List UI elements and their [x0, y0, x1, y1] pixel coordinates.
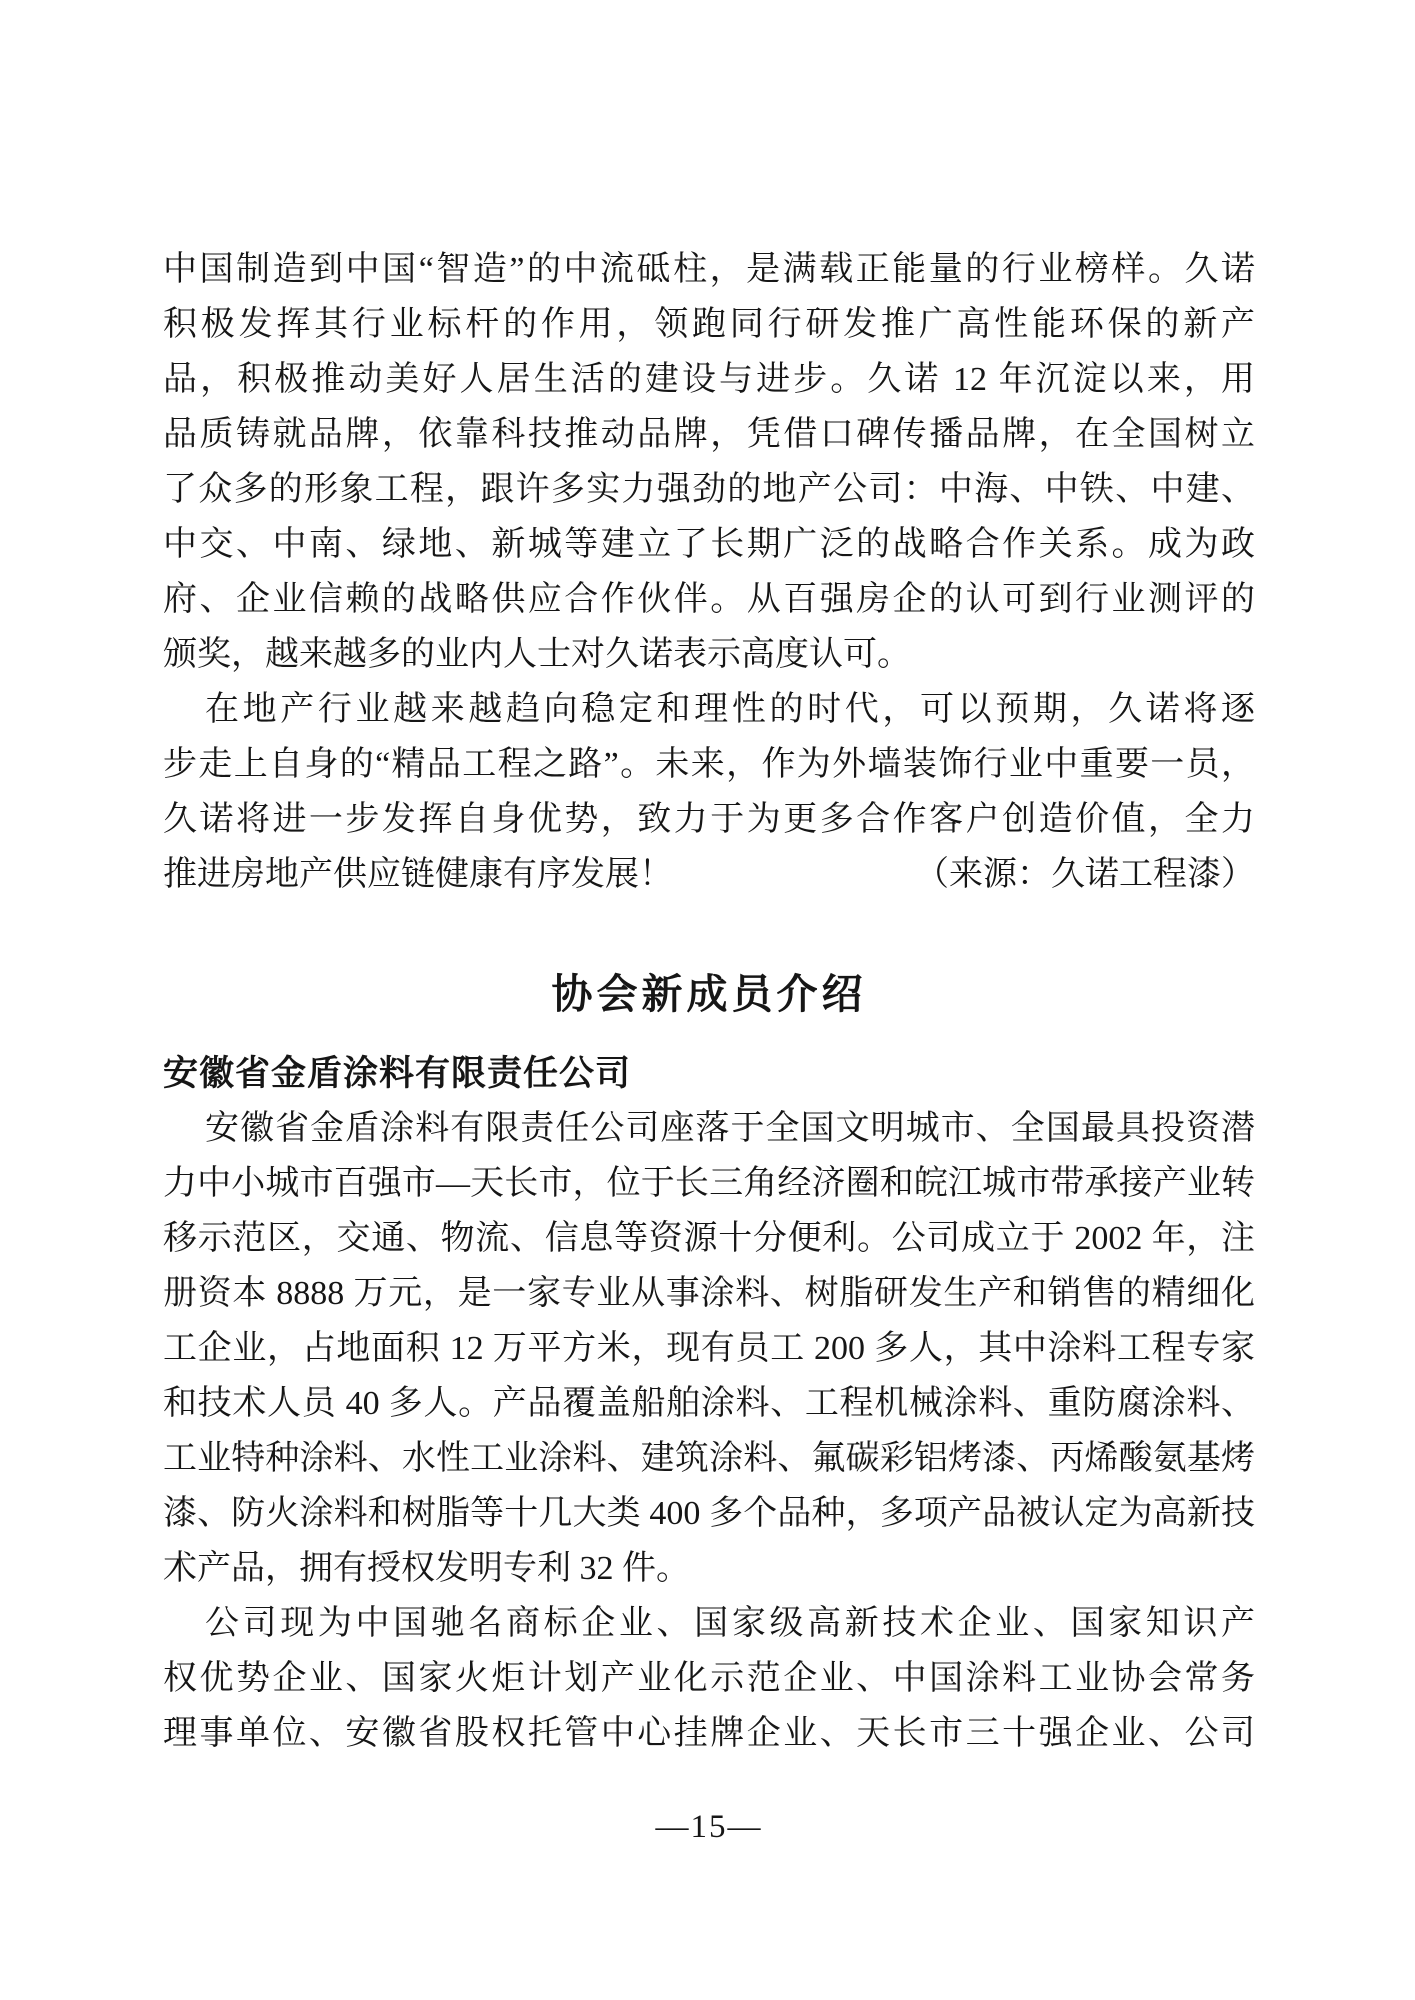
- text-line: 颁奖，越来越多的业内人士对久诺表示高度认可。: [163, 636, 911, 673]
- text-line: 积极发挥其行业标杆的作用，领跑同行研发推广高性能环保的新产: [163, 306, 1255, 343]
- text-line: 工企业，占地面积 12 万平方米，现有员工 200 多人，其中涂料工程专家: [163, 1330, 1255, 1367]
- text-line: 品，积极推动美好人居生活的建设与进步。久诺 12 年沉淀以来，用: [163, 361, 1255, 398]
- text-line: 安徽省金盾涂料有限责任公司座落于全国文明城市、全国最具投资潜: [205, 1110, 1255, 1147]
- text-line: 步走上自身的“精品工程之路”。未来，作为外墙装饰行业中重要一员，: [163, 746, 1255, 783]
- text-line: 中交、中南、绿地、新城等建立了长期广泛的战略合作关系。成为政: [163, 526, 1255, 563]
- paragraph-continuation: [163, 242, 1255, 682]
- paragraph-company-honors: [163, 1596, 1255, 1761]
- text-line: 漆、防火涂料和树脂等十几大类 400 多个品种，多项产品被认定为高新技: [163, 1495, 1255, 1532]
- text-line: 公司现为中国驰名商标企业、国家级高新技术企业、国家知识产: [205, 1605, 1255, 1642]
- text-line: 理事单位、安徽省股权托管中心挂牌企业、天长市三十强企业、公司: [163, 1715, 1255, 1752]
- text-line: 了众多的形象工程，跟许多实力强劲的地产公司：中海、中铁、中建、: [163, 471, 1255, 508]
- page-number: —15—: [655, 1809, 763, 1845]
- text-line-with-source: [163, 847, 1255, 902]
- text-line: 在地产行业越来越趋向稳定和理性的时代，可以预期，久诺将逐: [205, 691, 1255, 728]
- text-line: 府、企业信赖的战略供应合作伙伴。从百强房企的认可到行业测评的: [163, 581, 1255, 618]
- text-line: 久诺将进一步发挥自身优势，致力于为更多合作客户创造价值，全力: [163, 801, 1255, 838]
- text-line: 中国制造到中国“智造”的中流砥柱，是满载正能量的行业榜样。久诺: [163, 251, 1255, 288]
- section-heading: 协会新成员介绍: [551, 971, 867, 1017]
- paragraph-last-line: 推进房地产供应链健康有序发展！: [163, 856, 673, 893]
- text-line: 移示范区，交通、物流、信息等资源十分便利。公司成立于 2002 年，注: [163, 1220, 1255, 1257]
- text-line: 品质铸就品牌，依靠科技推动品牌，凭借口碑传播品牌，在全国树立: [163, 416, 1255, 453]
- source-note: （来源：久诺工程漆）: [915, 856, 1255, 893]
- text-line: 力中小城市百强市—天长市，位于长三角经济圈和皖江城市带承接产业转: [163, 1165, 1255, 1202]
- text-line: 册资本 8888 万元，是一家专业从事涂料、树脂研发生产和销售的精细化: [163, 1275, 1255, 1312]
- company-name-heading: 安徽省金盾涂料有限责任公司: [163, 1054, 632, 1093]
- text-line: 和技术人员 40 多人。产品覆盖船舶涂料、工程机械涂料、重防腐涂料、: [163, 1385, 1255, 1422]
- text-line: 工业特种涂料、水性工业涂料、建筑涂料、氟碳彩铝烤漆、丙烯酸氨基烤: [163, 1440, 1255, 1477]
- text-block: [163, 242, 1255, 1761]
- paragraph-outlook: [163, 682, 1255, 902]
- paragraph-company-intro: [163, 1101, 1255, 1596]
- text-line: 术产品，拥有授权发明专利 32 件。: [163, 1550, 690, 1587]
- text-line: 权优势企业、国家火炬计划产业化示范企业、中国涂料工业协会常务: [163, 1660, 1255, 1697]
